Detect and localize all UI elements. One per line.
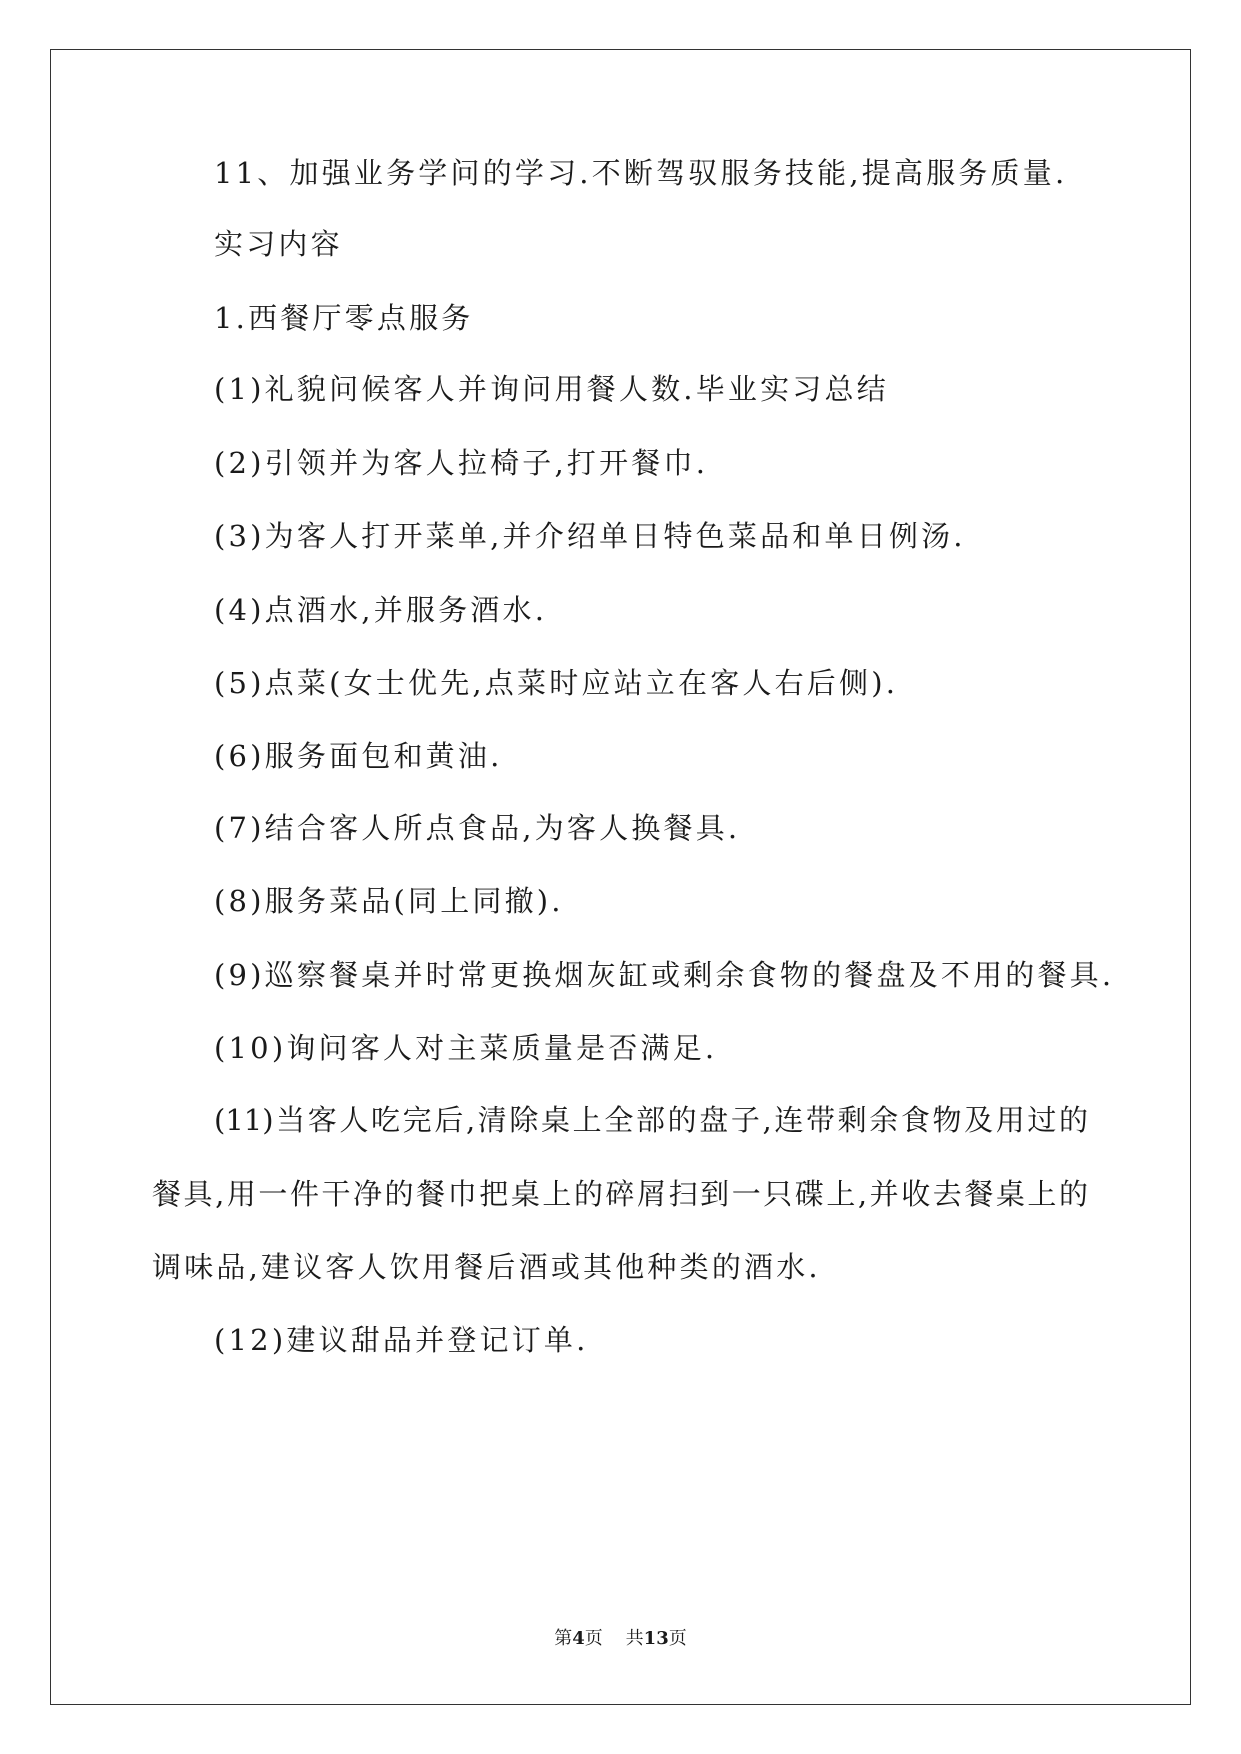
footer-page-number: 4 [572, 1628, 585, 1649]
footer-page-prefix: 第 [554, 1628, 573, 1649]
page-footer [0, 1627, 1241, 1651]
subsection-heading: 1.西餐厅零点服务 [214, 301, 474, 335]
list-item: (2)引领并为客人拉椅子,打开餐巾. [214, 446, 709, 480]
list-item: (6)服务面包和黄油. [214, 739, 503, 773]
list-item: (4)点酒水,并服务酒水. [214, 593, 548, 627]
footer-total-suffix: 页 [668, 1628, 687, 1649]
list-item: (12)建议甜品并登记订单. [214, 1323, 589, 1357]
footer-total-prefix: 共 [625, 1628, 644, 1649]
list-item: (8)服务菜品(同上同撤). [214, 884, 564, 918]
footer-total-pages: 13 [643, 1628, 669, 1649]
list-item-continuation: 调味品,建议客人饮用餐后酒或其他种类的酒水. [152, 1250, 821, 1284]
list-item: (1)礼貌问候客人并询问用餐人数.毕业实习总结 [214, 372, 889, 406]
list-item-continuation: 餐具,用一件干净的餐巾把桌上的碎屑扫到一只碟上,并收去餐桌上的 [152, 1177, 1088, 1211]
paragraph-line: 11、加强业务学问的学习.不断驾驭服务技能,提高服务质量. [214, 156, 1068, 190]
section-heading: 实习内容 [214, 227, 343, 261]
list-item: (9)巡察餐桌并时常更换烟灰缸或剩余食物的餐盘及不用的餐具. [214, 958, 1115, 992]
list-item: (3)为客人打开菜单,并介绍单日特色菜品和单日例汤. [214, 519, 966, 553]
list-item: (5)点菜(女士优先,点菜时应站立在客人右后侧). [214, 666, 899, 700]
list-item: (11)当客人吃完后,清除桌上全部的盘子,连带剩余食物及用过的 [214, 1103, 1088, 1137]
list-item: (7)结合客人所点食品,为客人换餐具. [214, 811, 741, 845]
list-item: (10)询问客人对主菜质量是否满足. [214, 1031, 718, 1065]
footer-page-suffix: 页 [584, 1628, 603, 1649]
